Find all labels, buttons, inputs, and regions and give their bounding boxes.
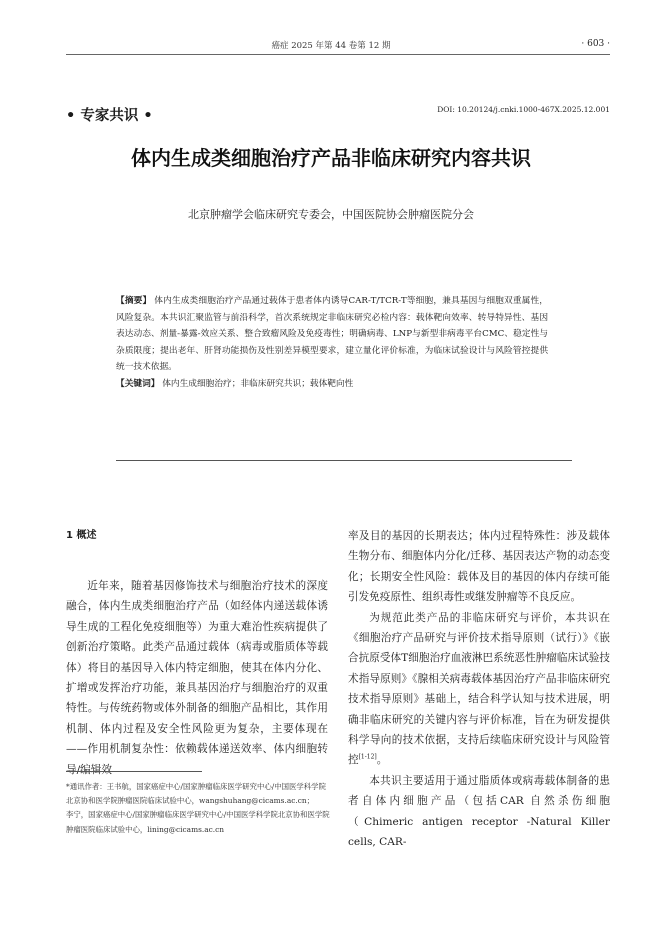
keywords — [116, 376, 548, 393]
doi: DOI: 10.20124/j.cnki.1000-467X.2025.12.001 — [437, 105, 610, 114]
body-paragraph: 近年来，随着基因修饰技术与细胞治疗技术的深度融合，体内生成类细胞治疗产品（如经体内递送载体诱导生成的工程化免疫细胞等）为重大难治性疾病提供了创新治疗策略。此类产品通过载体（病毒或脂质体等载体）将目的基因导入体内特定细胞，使其在体内分化、扩增或发挥治疗功能，兼具基因治疗与细胞治疗的双重特性。与传统药物或体外制备的细胞产品相比，其作用机制、体内过程及安全性风险更为复杂，主要体现在——作用机制复杂性：依赖载体递送效率、体内细胞转导/编辑效 — [66, 580, 328, 776]
footnote-line: 李宁，国家癌症中心/国家肿瘤临床医学研究中心/中国医学科学院北京协和医学院肿瘤医院临床试验中心，lining@cicams.ac.cn — [66, 810, 330, 834]
left-column — [66, 526, 328, 780]
running-head — [0, 39, 662, 53]
authors: 北京肿瘤学会临床研究专委会，中国医院协会肿瘤医院分会 — [188, 208, 474, 221]
abstract-rule — [116, 460, 572, 461]
footnote-line: *通讯作者：王书航，国家癌症中心/国家肿瘤临床医学研究中心/中国医学科学院北京协和医学院肿瘤医院临床试验中心，wangshuhang@cicams.ac.cn； — [66, 782, 326, 806]
article-title: 体内生成类细胞治疗产品非临床研究内容共识 — [131, 146, 531, 170]
body-paragraph: 率及目的基因的长期表达；体内过程特殊性：涉及载体生物分布、细胞体内分化/迁移、基因表达产物的动态变化；长期安全性风险：载体及目的基因的体内存续可能引发免疫原性、组织毒性或继发肿瘤等不良反应。 — [348, 530, 610, 604]
running-title: 癌症 2025 年第 44 卷第 12 期 — [271, 41, 391, 51]
paragraph-text: 为规范此类产品的非临床研究与评价，本共识在《细胞治疗产品研究与评价技术指导原则（试行）》《嵌合抗原受体T细胞治疗血液淋巴系统恶性肿瘤临床试验技术指导原则》《腺相关病毒载体基因治疗产品非临床研究技术指导原则》基础上，结合科学认知与技术进展，明确非临床研究的关键内容与评价标准，旨在为研发提供科学导向的技术依据，支持后续临床研究设计与风险管控 — [348, 611, 610, 767]
body-paragraph — [348, 608, 610, 771]
citation-ref: [1-12] — [358, 753, 377, 761]
keywords-label: 【关键词】 — [116, 378, 160, 389]
paragraph-end: 。 — [376, 754, 388, 767]
abstract-label: 【摘要】 — [116, 296, 152, 306]
abstract-block — [116, 293, 548, 393]
right-column — [348, 526, 610, 853]
header-rule — [66, 54, 610, 55]
footnote — [66, 780, 332, 837]
keywords-text: 体内生成细胞治疗；非临床研究共识；载体靶向性 — [162, 378, 354, 389]
abstract — [116, 293, 548, 376]
page-number: · 603 · — [581, 39, 610, 49]
abstract-text: 体内生成类细胞治疗产品通过载体于患者体内诱导CAR-T/TCR-T等细胞，兼具基因与细胞双重属性，风险复杂。本共识汇聚监管与前沿科学，首次系统规定非临床研究必检内容：载体靶向效率、转导特异性、基因表达动态、剂量-暴露-效应关系、整合致瘤风险及免疫毒性；明确病毒、LNP与新型非病毒平台CMC、稳定性与杂质限度；提出老年、肝肾功能损伤及性别差异模型要求，建立量化评价标准，为临床试验设计与风险管控提供统一技术依据。 — [116, 296, 548, 373]
body-paragraph: 本共识主要适用于通过脂质体或病毒载体制备的患者自体内细胞产品（包括CAR 自然杀伤细胞（Chimeric antigen receptor -Natural Killer cells, CAR- — [348, 774, 610, 849]
section-tag: • 专家共识 • — [66, 108, 153, 124]
footnote-rule — [66, 771, 202, 772]
section-heading: 1 概述 — [66, 530, 97, 541]
